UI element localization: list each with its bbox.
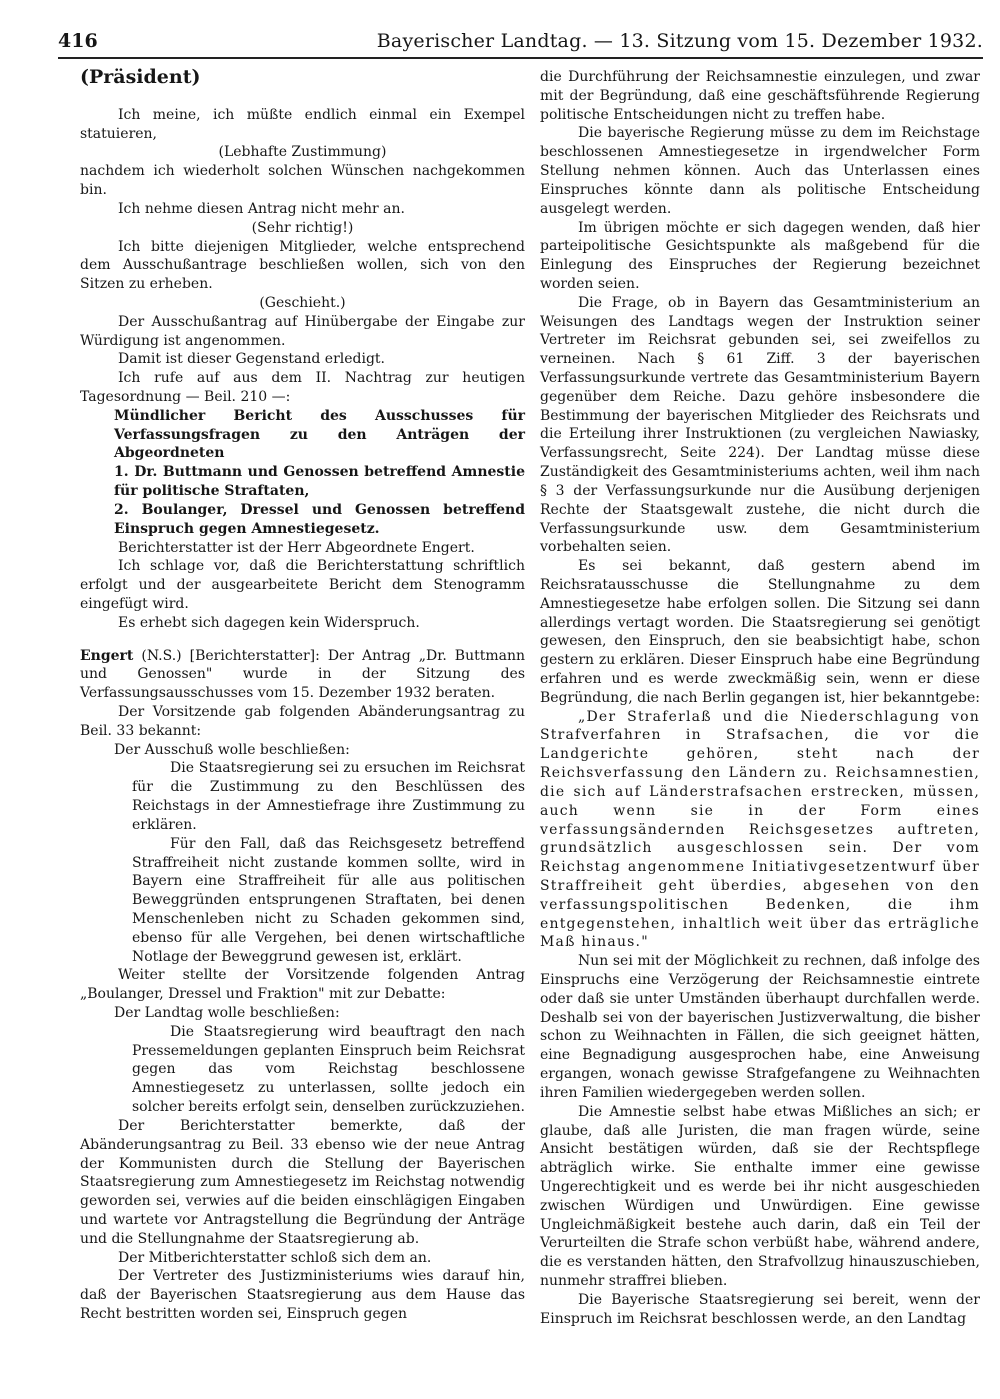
paragraph: Ich nehme diesen Antrag nicht mehr an.	[118, 200, 405, 217]
paragraph: Im übrigen möchte er sich dagegen wenden, daß hier parteipolitische Gesichtspunkte als maßgebend für die Einlegung des Einspruches der Regierung bezeichnet worden seien.	[540, 219, 980, 292]
motion-intro: Der Landtag wolle beschließen:	[114, 1005, 340, 1021]
paragraph: die Durchführung der Reichsamnestie einzulegen, und zwar mit der Begründung, daß eine geschäftsführende Regierung politische Entscheidungen nicht zu treffen habe.	[540, 69, 980, 123]
paragraph: Die Frage, ob in Bayern das Gesamtministerium an Weisungen des Landtags wegen der Instruktion seiner Vertreter im Reichsrat gebunden sei, sei zweifellos zu verneinen. Nach § 61 Ziff. 3 der bayerischen Verfassungsurkunde vertrete das Gesamtministerium Bayern gegenüber dem Reiche. Dazu gehöre insbesondere die Bestimmung der bayerischen Mitglieder des Reichsrats und die Erteilung ihrer Instruktionen (zu vergleichen Nawiasky, Verfassungsrecht, Seite 224). Der Landtag müsse diese Zuständigkeit des Gesamtministeriums achten, weil ihm nach § 3 der Verfassungsurkunde nur die Ausübung derjenigen Rechte der Staatsgewalt zustehe, die nicht durch die Verfassungsurkunde usw. dem Gesamtministerium vorbehalten seien.	[540, 294, 980, 556]
running-title: Bayerischer Landtag. — 13. Sitzung vom 15. Dezember 1932.	[376, 30, 983, 52]
remark: (Lebhafte Zustimmung)	[218, 144, 387, 161]
paragraph: Weiter stellte der Vorsitzende folgenden Antrag „Boulanger, Dressel und Fraktion" mit zur Debatte:	[80, 967, 525, 1003]
right-column	[540, 68, 980, 1328]
speaker-heading: (Präsident)	[80, 66, 201, 88]
paragraph: Die Bayerische Staatsregierung sei bereit, wenn der Einspruch im Reichsrat beschlossen werde, an den Landtag	[540, 1291, 980, 1327]
paragraph: Ich meine, ich müßte endlich einmal ein Exempel statuieren,	[80, 106, 525, 142]
motion-text: Für den Fall, daß das Reichsgesetz betreffend Straffreiheit nicht zustande kommen sollte, wird in Bayern eine Straffreiheit für alle aus politischen Beweggründen entsprungenen Straftaten, bei denen Menschenleben nicht zu Schaden gekommen sind, ebenso für alle Vergehen, bei denen wirtschaftliche Notlage der Beweggrund gewesen ist, erklärt.	[132, 835, 525, 965]
agenda-item: 2. Boulanger, Dressel und Genossen betreffend Einspruch gegen Amnestiegesetz.	[114, 501, 525, 537]
paragraph: Der Mitberichterstatter schloß sich dem an.	[118, 1249, 432, 1266]
speaker-paragraph	[80, 647, 525, 703]
paragraph: Ich rufe auf aus dem II. Nachtrag zur heutigen Tagesordnung — Beil. 210 —:	[80, 370, 525, 405]
spacer	[80, 633, 525, 647]
paragraph: Damit ist dieser Gegenstand erledigt.	[118, 351, 386, 368]
left-column	[80, 68, 525, 1324]
paragraph: Ich schlage vor, daß die Berichterstattung schriftlich erfolgt und der ausgearbeitete Bericht dem Stenogramm eingefügt wird.	[80, 558, 525, 612]
paragraph: Die Amnestie selbst habe etwas Mißliches an sich; er glaube, daß alle Juristen, die man fragen würde, seine Ansicht bestätigen würden, daß sie der Rechtspflege abträglich wirke. Sie enthalte immer eine gewisse Ungerechtigkeit und es werde bei ihr nicht ausgeschieden zwischen Würdigen und Unwürdigen. Eine gewisse Ungleichmäßigkeit bestehe auch darin, daß ein Teil der Verurteilten die Strafe schon verbüßt habe, während andere, die es verstanden hätten, den Strafvollzug hinauszuschieben, nunmehr straffrei blieben.	[540, 1103, 980, 1289]
speaker-text: (N.S.) [Berichterstatter]: Der Antrag „Dr. Buttmann und Genossen" wurde in der Sitzung des Verfassungsausschusses vom 15. Dezember 1932 beraten.	[80, 647, 525, 702]
paragraph: nachdem ich wiederholt solchen Wünschen nachgekommen bin.	[80, 163, 525, 199]
remark: (Sehr richtig!)	[251, 219, 354, 236]
paragraph: Der Vertreter des Justizministeriums wies darauf hin, daß der Bayerischen Staatsregierung aus dem Hause das Recht bestritten worden sei, Einspruch gegen	[80, 1268, 525, 1322]
paragraph: Nun sei mit der Möglichkeit zu rechnen, daß infolge des Einspruchs eine Verzögerung der Reichsamnestie eintrete oder daß sie unter Umständen überhaupt durchfallen werde. Deshalb sei von der bayerischen Justizverwaltung, die bisher schon zu Weihnachten in Fällen, die sich geeignet hätten, eine Begnadigung ausgesprochen habe, eine Anweisung ergangen, wonach gewisse Strafgefangene zu Weihnachten ihren Familien wiedergegeben werden sollen.	[540, 953, 980, 1101]
paragraph: Ich bitte diejenigen Mitglieder, welche entsprechend dem Ausschußantrage beschließen wollen, sich von den Sitzen zu erheben.	[80, 238, 525, 293]
page-number: 416	[58, 30, 98, 52]
paragraph: Es erhebt sich dagegen kein Widerspruch.	[118, 614, 420, 631]
page-header	[58, 30, 983, 56]
paragraph: Der Ausschußantrag auf Hinübergabe der Eingabe zur Würdigung ist angenommen.	[80, 313, 525, 349]
motion-text: Die Staatsregierung sei zu ersuchen im Reichsrat für die Zustimmung zu den Beschlüssen des Reichstags in der Amnestiefrage ihre Zustimmung zu erklären.	[132, 760, 525, 833]
header-rule	[58, 57, 983, 59]
quotation: „Der Straferlaß und die Niederschlagung von Strafverfahren in Strafsachen, die vor die Landgerichte gehören, steht nach der Reichsverfassung den Ländern zu. Reichsamnestien, die sich auf Länderstrafsachen erstrecken, müssen, auch wenn sie in der Form eines verfassungsändernden Reichsgesetzes auftreten, grundsätzlich ausgeschlossen sein. Der vom Reichstag angenommene Initiativgesetzentwurf über Straffreiheit geht überdies, abgesehen von den verfassungspolitischen Bedenken, die ihm entgegenstehen, inhaltlich weit über das erträgliche Maß hinaus."	[540, 708, 980, 951]
paragraph: Der Vorsitzende gab folgenden Abänderungsantrag zu Beil. 33 bekannt:	[80, 704, 525, 739]
paragraph: Der Berichterstatter bemerkte, daß der Abänderungsantrag zu Beil. 33 ebenso wie der neue Antrag der Kommunisten durch die Stellung der Bayerischen Staatsregierung zum Amnestiegesetz im Reichstag notwendig geworden sei, verwies auf die beiden einschlägigen Eingaben und wartete vor Antragstellung die Begründung der Anträge und die Stellungnahme der Staatsregierung ab.	[80, 1117, 525, 1247]
remark: (Geschieht.)	[259, 294, 346, 311]
motion-intro: Der Ausschuß wolle beschließen:	[114, 741, 350, 758]
speaker-name: Engert	[80, 647, 134, 664]
agenda-item: 1. Dr. Buttmann und Genossen betreffend Amnestie für politische Straftaten,	[114, 464, 525, 500]
motion-text: Die Staatsregierung wird beauftragt den nach Pressemeldungen geplanten Einspruch beim Reichsrat gegen das vom Reichstag beschlossene Amnestiegesetz zu unterlassen, sollte jedoch ein solcher bereits erfolgt sein, denselben zurückzuziehen.	[132, 1023, 525, 1116]
agenda-title: Mündlicher Bericht des Ausschusses für Verfassungsfragen zu den Anträgen der Abgeordneten	[114, 407, 525, 462]
paragraph: Es sei bekannt, daß gestern abend im Reichsratausschusse die Stellungnahme zu dem Amnestiegesetze habe erfolgen sollen. Die Sitzung sei dann allerdings vertagt worden. Die Staatsregierung sei genötigt gewesen, den Einspruch, den sie beabsichtigt habe, schon gestern zu erklären. Dieser Einspruch habe eine Begründung erfahren und es werde zweckmäßig sein, wenn er diese Begründung, die nach Berlin gegangen ist, hier bekanntgebe:	[540, 558, 980, 706]
paragraph: Berichterstatter ist der Herr Abgeordnete Engert.	[118, 539, 475, 556]
paragraph: Die bayerische Regierung müsse zu dem im Reichstage beschlossenen Amnestiegesetze in irgendwelcher Form Stellung nehmen können. Auch das Unterlassen eines Einspruches könnte dann als politische Entscheidung ausgelegt werden.	[540, 125, 980, 217]
